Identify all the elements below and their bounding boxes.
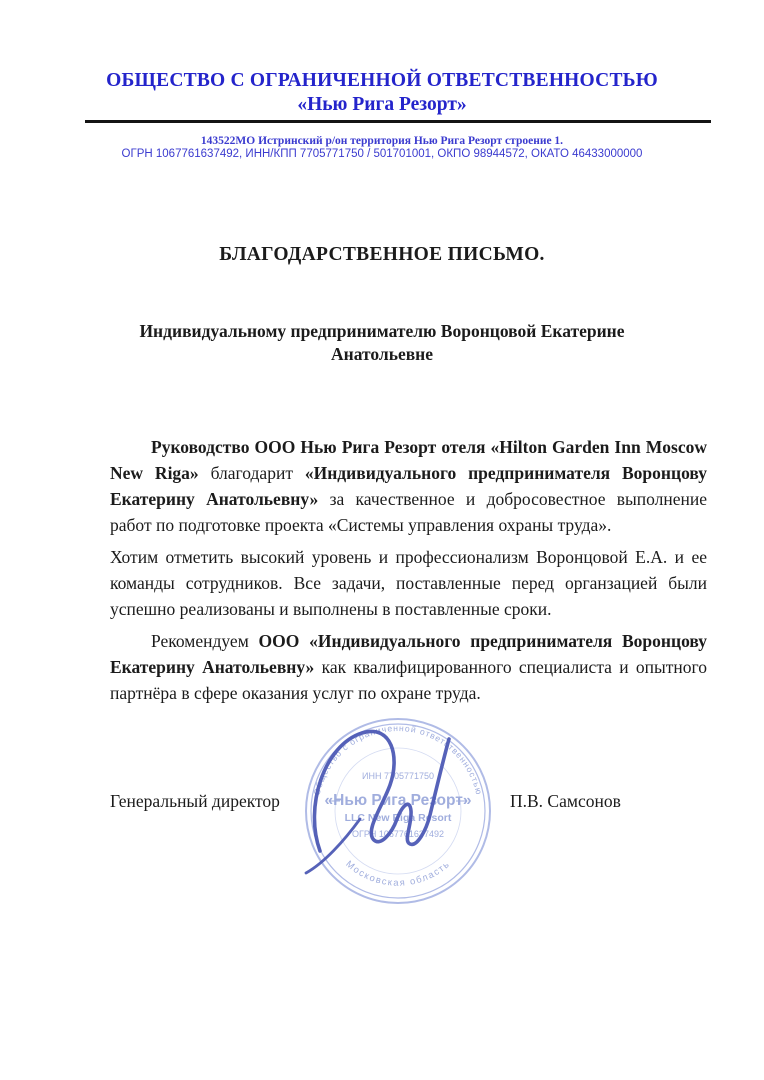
letterhead-address: 143522МО Истринский р/он территория Нью Рига Резорт строение 1. bbox=[200, 135, 564, 147]
stamp-inn-text: ИНН 7705771750 bbox=[361, 771, 435, 781]
document-title: БЛАГОДАРСТВЕННОЕ ПИСЬМО. bbox=[219, 244, 545, 265]
paragraph-2: Хотим отметить высокий уровень и профессионализм Воронцовой Е.А. и ее команды сотрудников. Все задачи, поставленные перед органзацией были успешно реализованы и выполнены в поставленные сроки. bbox=[110, 547, 707, 619]
signer-role: Генеральный директор bbox=[110, 791, 280, 811]
org-name-line2: «Нью Рига Резорт» bbox=[297, 94, 467, 115]
letter-body bbox=[110, 434, 707, 706]
addressee-line: Индивидуальному предпринимателю Воронцовой Екатерине Анатольевне bbox=[139, 321, 625, 364]
paragraph-run: за качественное и добросовестное выполнение работ по подготовке проекта «Системы управления охраны труда». bbox=[110, 489, 708, 535]
paragraph-run: «Индивидуального предпринимателя Воронцову Екатерину Анатольевну» bbox=[110, 463, 707, 509]
letterhead-requisites: ОГРН 1067761637492, ИНН/КПП 7705771750 / 501701001, ОКПО 98944572, ОКАТО 46433000000 bbox=[121, 148, 643, 160]
paragraph-run: Руководство ООО Нью Рига Резорт отеля «Hilton Garden Inn Moscow New Riga» bbox=[110, 437, 707, 483]
stamp-org-en-text: LLC New Riga Resort bbox=[344, 812, 452, 824]
org-name-line1: ОБЩЕСТВО С ОГРАНИЧЕННОЙ ОТВЕТСТВЕННОСТЬЮ bbox=[106, 70, 658, 91]
signature-block bbox=[0, 715, 764, 975]
paragraph-run: Рекомендуем bbox=[151, 631, 259, 651]
stamp-ring-bottom-text: Московская область bbox=[344, 857, 452, 888]
paragraph-3 bbox=[110, 628, 707, 706]
paragraph-run: как квалифицированного специалиста и опытного партнёра в сфере оказания услуг по охране труда. bbox=[110, 657, 707, 703]
paragraph-1 bbox=[110, 434, 707, 538]
paragraph-run: ООО «Индивидуального предпринимателя Воронцову Екатерину Анатольевну» bbox=[110, 631, 707, 677]
stamp-org-text: «Нью Рига Резорт» bbox=[324, 792, 472, 809]
paragraph-run: благодарит bbox=[198, 463, 305, 483]
stamp-ogrn-text: ОГРН 1067761637492 bbox=[352, 829, 444, 839]
signer-name: П.В. Самсонов bbox=[510, 791, 621, 811]
handwritten-signature bbox=[296, 723, 486, 888]
stamp-ring-top-text: Общество с ограниченной ответственностью bbox=[311, 722, 485, 797]
letterhead-divider bbox=[85, 120, 711, 123]
letterhead bbox=[0, 0, 764, 160]
